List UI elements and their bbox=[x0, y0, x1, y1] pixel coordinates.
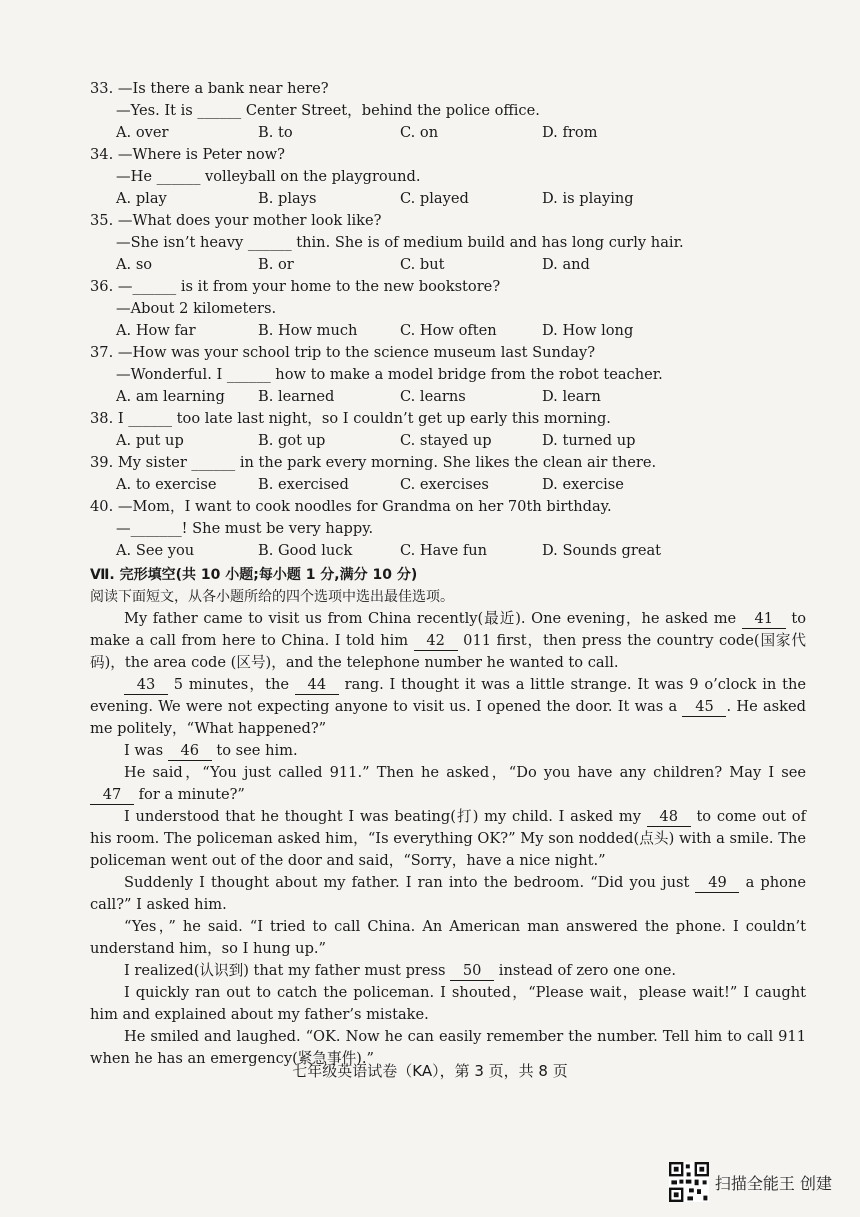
watermark-text: 扫描全能王 创建 bbox=[714, 1173, 832, 1193]
answer-option: A. See you bbox=[116, 542, 195, 559]
answer-option: B. plays bbox=[258, 190, 317, 207]
question-continuation: —About 2 kilometers. bbox=[116, 300, 277, 317]
passage-paragraph: He smiled and laughed. “OK. Now he can easily remember the number. Tell him to call 911 when he has an emergency(紧急事件).” bbox=[90, 1028, 806, 1067]
answer-options bbox=[90, 122, 806, 144]
question-item bbox=[90, 408, 806, 452]
answer-option: D. How long bbox=[542, 322, 634, 339]
passage-paragraph: 43 5 minutes，the 44 rang. I thought it was a little strange. It was 9 o’clock in the evening. We were not expecting anyone to visit us. I opened the door. It was a 45 . He asked me politely，“What happened?” bbox=[90, 676, 806, 737]
answer-option: B. exercised bbox=[258, 476, 349, 493]
answer-option: B. Good luck bbox=[258, 542, 353, 559]
question-stem: 34. —Where is Peter now? bbox=[90, 146, 285, 163]
answer-options bbox=[90, 320, 806, 342]
question-stem: 38. I ______ too late last night，so I couldn’t get up early this morning. bbox=[90, 410, 611, 427]
answer-option: A. am learning bbox=[116, 388, 225, 405]
question-continuation: —He ______ volleyball on the playground. bbox=[116, 168, 421, 185]
question-item bbox=[90, 496, 806, 562]
question-stem: 39. My sister ______ in the park every morning. She likes the clean air there. bbox=[90, 454, 657, 471]
question-item bbox=[90, 210, 806, 276]
blank-47: 47 bbox=[90, 786, 134, 805]
answer-option: A. over bbox=[116, 124, 169, 141]
answer-option: C. played bbox=[400, 190, 469, 207]
question-stem: 40. —Mom，I want to cook noodles for Grandma on her 70th birthday. bbox=[90, 498, 612, 515]
answer-option: D. Sounds great bbox=[542, 542, 662, 559]
answer-option: A. How far bbox=[116, 322, 196, 339]
cloze-passage bbox=[90, 608, 806, 1070]
answer-option: A. so bbox=[116, 256, 153, 273]
answer-option: C. stayed up bbox=[400, 432, 492, 449]
question-item bbox=[90, 276, 806, 342]
answer-option: D. is playing bbox=[542, 190, 634, 207]
question-continuation: —She isn’t heavy ______ thin. She is of medium build and has long curly hair. bbox=[116, 234, 684, 251]
answer-option: C. exercises bbox=[400, 476, 489, 493]
passage-paragraph: He said，“You just called 911.” Then he asked，“Do you have any children? May I see 47 for a minute?” bbox=[90, 762, 806, 806]
answer-option: B. learned bbox=[258, 388, 335, 405]
answer-options bbox=[90, 188, 806, 210]
answer-option: D. turned up bbox=[542, 432, 636, 449]
section-title: Ⅶ. 完形填空(共 10 小题;每小题 1 分,满分 10 分) bbox=[90, 567, 418, 583]
answer-options bbox=[90, 540, 806, 562]
answer-option: D. from bbox=[542, 124, 598, 141]
answer-option: B. got up bbox=[258, 432, 326, 449]
passage-paragraph: My father came to visit us from China recently(最近). One evening，he asked me 41 to make a call from here to China. I told him 42 011 first，then press the country code(国家代码)，the area code (区号)，and the telephone number he wanted to call. bbox=[90, 610, 806, 671]
blank-41: 41 bbox=[742, 610, 786, 629]
answer-option: B. to bbox=[258, 124, 293, 141]
question-stem: 33. —Is there a bank near here? bbox=[90, 80, 329, 97]
answer-option: C. How often bbox=[400, 322, 497, 339]
question-stem: 36. —______ is it from your home to the new bookstore? bbox=[90, 278, 501, 295]
blank-46: 46 bbox=[168, 742, 212, 761]
blank-43: 43 bbox=[124, 676, 168, 695]
answer-option: A. put up bbox=[116, 432, 184, 449]
question-continuation: —_______! She must be very happy. bbox=[116, 520, 374, 537]
answer-option: C. but bbox=[400, 256, 445, 273]
blank-50: 50 bbox=[450, 962, 494, 981]
blank-45: 45 bbox=[682, 698, 726, 717]
answer-option: B. How much bbox=[258, 322, 358, 339]
answer-option: D. exercise bbox=[542, 476, 624, 493]
question-item bbox=[90, 452, 806, 496]
blank-42: 42 bbox=[414, 632, 458, 651]
answer-options bbox=[90, 386, 806, 408]
blank-44: 44 bbox=[295, 676, 339, 695]
answer-option: B. or bbox=[258, 256, 294, 273]
question-item bbox=[90, 144, 806, 210]
passage-paragraph: Suddenly I thought about my father. I ran into the bedroom. “Did you just 49 a phone call?” I asked him. bbox=[90, 874, 806, 913]
answer-options bbox=[90, 254, 806, 276]
question-stem: 35. —What does your mother look like? bbox=[90, 212, 382, 229]
page-footer: 七年级英语试卷（KA），第 3 页，共 8 页 bbox=[292, 1062, 568, 1080]
section-instruction: 阅读下面短文，从各小题所给的四个选项中选出最佳选项。 bbox=[90, 589, 454, 605]
blank-49: 49 bbox=[695, 874, 739, 893]
exam-content bbox=[90, 78, 806, 1070]
multiple-choice-questions bbox=[90, 78, 806, 562]
passage-paragraph: I understood that he thought I was beating(打) my child. I asked my 48 to come out of his room. The policeman asked him，“Is everything OK?” My son nodded(点头) with a smile. The policeman went out of the door and said，“Sorry，have a nice night.” bbox=[90, 808, 806, 869]
answer-option: C. Have fun bbox=[400, 542, 488, 559]
scanner-watermark bbox=[669, 1162, 832, 1202]
answer-options bbox=[90, 474, 806, 496]
question-stem: 37. —How was your school trip to the science museum last Sunday? bbox=[90, 344, 596, 361]
passage-paragraph: I realized(认识到) that my father must press 50 instead of zero one one. bbox=[124, 962, 676, 979]
answer-options bbox=[90, 430, 806, 452]
answer-option: A. play bbox=[116, 190, 167, 207]
blank-48: 48 bbox=[647, 808, 691, 827]
answer-option: D. and bbox=[542, 256, 590, 273]
answer-option: A. to exercise bbox=[116, 476, 217, 493]
passage-paragraph: “Yes，” he said. “I tried to call China. An American man answered the phone. I couldn’t understand him，so I hung up.” bbox=[90, 918, 806, 957]
answer-option: C. on bbox=[400, 124, 439, 141]
question-item bbox=[90, 78, 806, 144]
answer-option: C. learns bbox=[400, 388, 466, 405]
passage-paragraph: I quickly ran out to catch the policeman. I shouted，“Please wait，please wait!” I caught him and explained about my father’s mistake. bbox=[90, 984, 806, 1023]
question-continuation: —Wonderful. I ______ how to make a model bridge from the robot teacher. bbox=[116, 366, 663, 383]
question-continuation: —Yes. It is ______ Center Street，behind the police office. bbox=[116, 102, 540, 119]
qr-code-icon bbox=[669, 1162, 709, 1202]
answer-option: D. learn bbox=[542, 388, 601, 405]
question-item bbox=[90, 342, 806, 408]
passage-paragraph: I was 46 to see him. bbox=[124, 742, 298, 759]
